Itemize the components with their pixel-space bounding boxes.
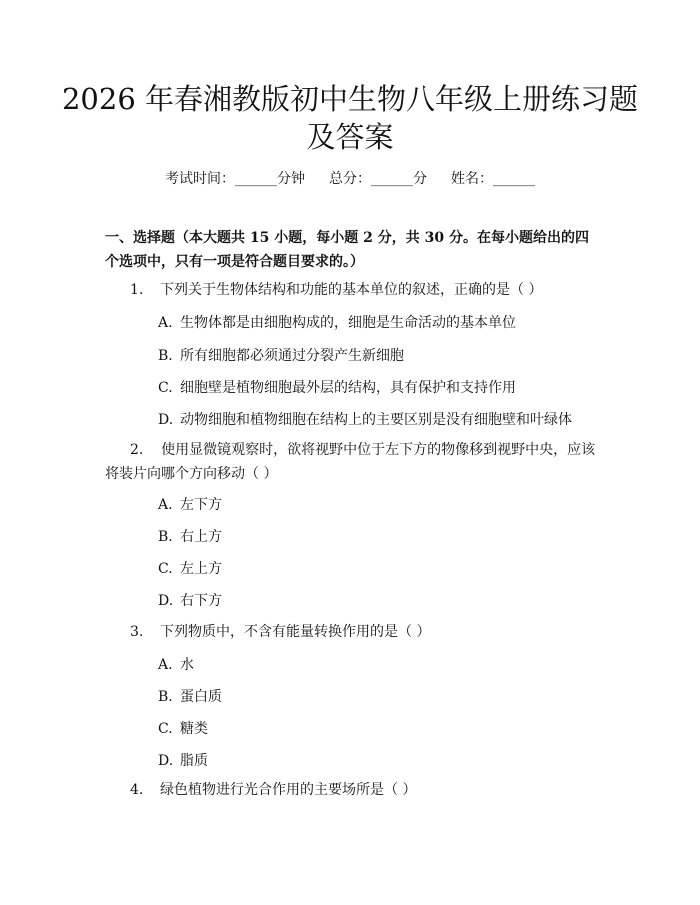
- option-label: D.: [158, 412, 174, 428]
- question-4: [130, 778, 416, 802]
- question-number: 4.: [130, 782, 144, 798]
- option-label: B.: [158, 529, 173, 545]
- option-label: D.: [158, 593, 174, 609]
- question-text: 下列物质中，不含有能量转换作用的是（ ）: [160, 624, 431, 640]
- exam-time-field: 考试时间：______分钟: [165, 171, 305, 187]
- option-3b: [158, 687, 222, 707]
- document-title-line1: 2026 年春湘教版初中生物八年级上册练习题: [61, 82, 639, 116]
- option-text: 动物细胞和植物细胞在结构上的主要区别是没有细胞壁和叶绿体: [180, 412, 572, 428]
- total-score-field: 总分：______分: [329, 171, 427, 187]
- option-label: D.: [158, 753, 174, 769]
- option-2a: [158, 495, 222, 515]
- option-label: A.: [158, 657, 173, 673]
- option-2c: [158, 559, 222, 579]
- option-text: 左下方: [180, 497, 222, 513]
- question-3: [130, 620, 430, 644]
- question-number: 1.: [130, 282, 144, 298]
- option-text: 右下方: [180, 593, 222, 609]
- option-label: A.: [158, 315, 173, 331]
- option-text: 蛋白质: [180, 689, 222, 705]
- option-3d: [158, 751, 208, 771]
- question-text: 使用显微镜观察时，欲将视野中位于左下方的物像移到视野中央，应该将装片向哪个方向移动（ ）: [105, 442, 596, 482]
- option-label: B.: [158, 689, 173, 705]
- option-label: A.: [158, 497, 173, 513]
- option-2b: [158, 527, 222, 547]
- question-number: 2.: [130, 442, 144, 458]
- option-3c: [158, 719, 208, 739]
- option-1c: [158, 378, 516, 398]
- option-text: 脂质: [180, 753, 208, 769]
- option-3a: [158, 655, 194, 675]
- section-heading-choice: 一、选择题（本大题共 15 小题，每小题 2 分，共 30 分。在每小题给出的四个选项中，只有一项是符合题目要求的。）: [105, 230, 589, 270]
- option-text: 生物体都是由细胞构成的，细胞是生命活动的基本单位: [180, 315, 516, 331]
- option-1a: [158, 313, 516, 333]
- option-1b: [158, 346, 404, 366]
- option-1d: [158, 410, 572, 430]
- option-text: 细胞壁是植物细胞最外层的结构，具有保护和支持作用: [180, 380, 516, 396]
- option-label: B.: [158, 348, 173, 364]
- name-field: 姓名：______: [451, 171, 535, 187]
- option-text: 糖类: [180, 721, 208, 737]
- option-label: C.: [158, 561, 173, 577]
- option-label: C.: [158, 380, 173, 396]
- question-2: [105, 438, 600, 486]
- option-text: 左上方: [180, 561, 222, 577]
- question-1: [130, 278, 542, 302]
- question-number: 3.: [130, 624, 144, 640]
- option-2d: [158, 591, 222, 611]
- option-text: 所有细胞都必须通过分裂产生新细胞: [180, 348, 404, 364]
- question-text: 下列关于生物体结构和功能的基本单位的叙述，正确的是（ ）: [160, 282, 543, 298]
- question-text: 绿色植物进行光合作用的主要场所是（ ）: [160, 782, 417, 798]
- option-label: C.: [158, 721, 173, 737]
- document-title-line2: 及答案: [306, 120, 394, 154]
- option-text: 右上方: [180, 529, 222, 545]
- exam-meta: [0, 168, 700, 188]
- option-text: 水: [180, 657, 194, 673]
